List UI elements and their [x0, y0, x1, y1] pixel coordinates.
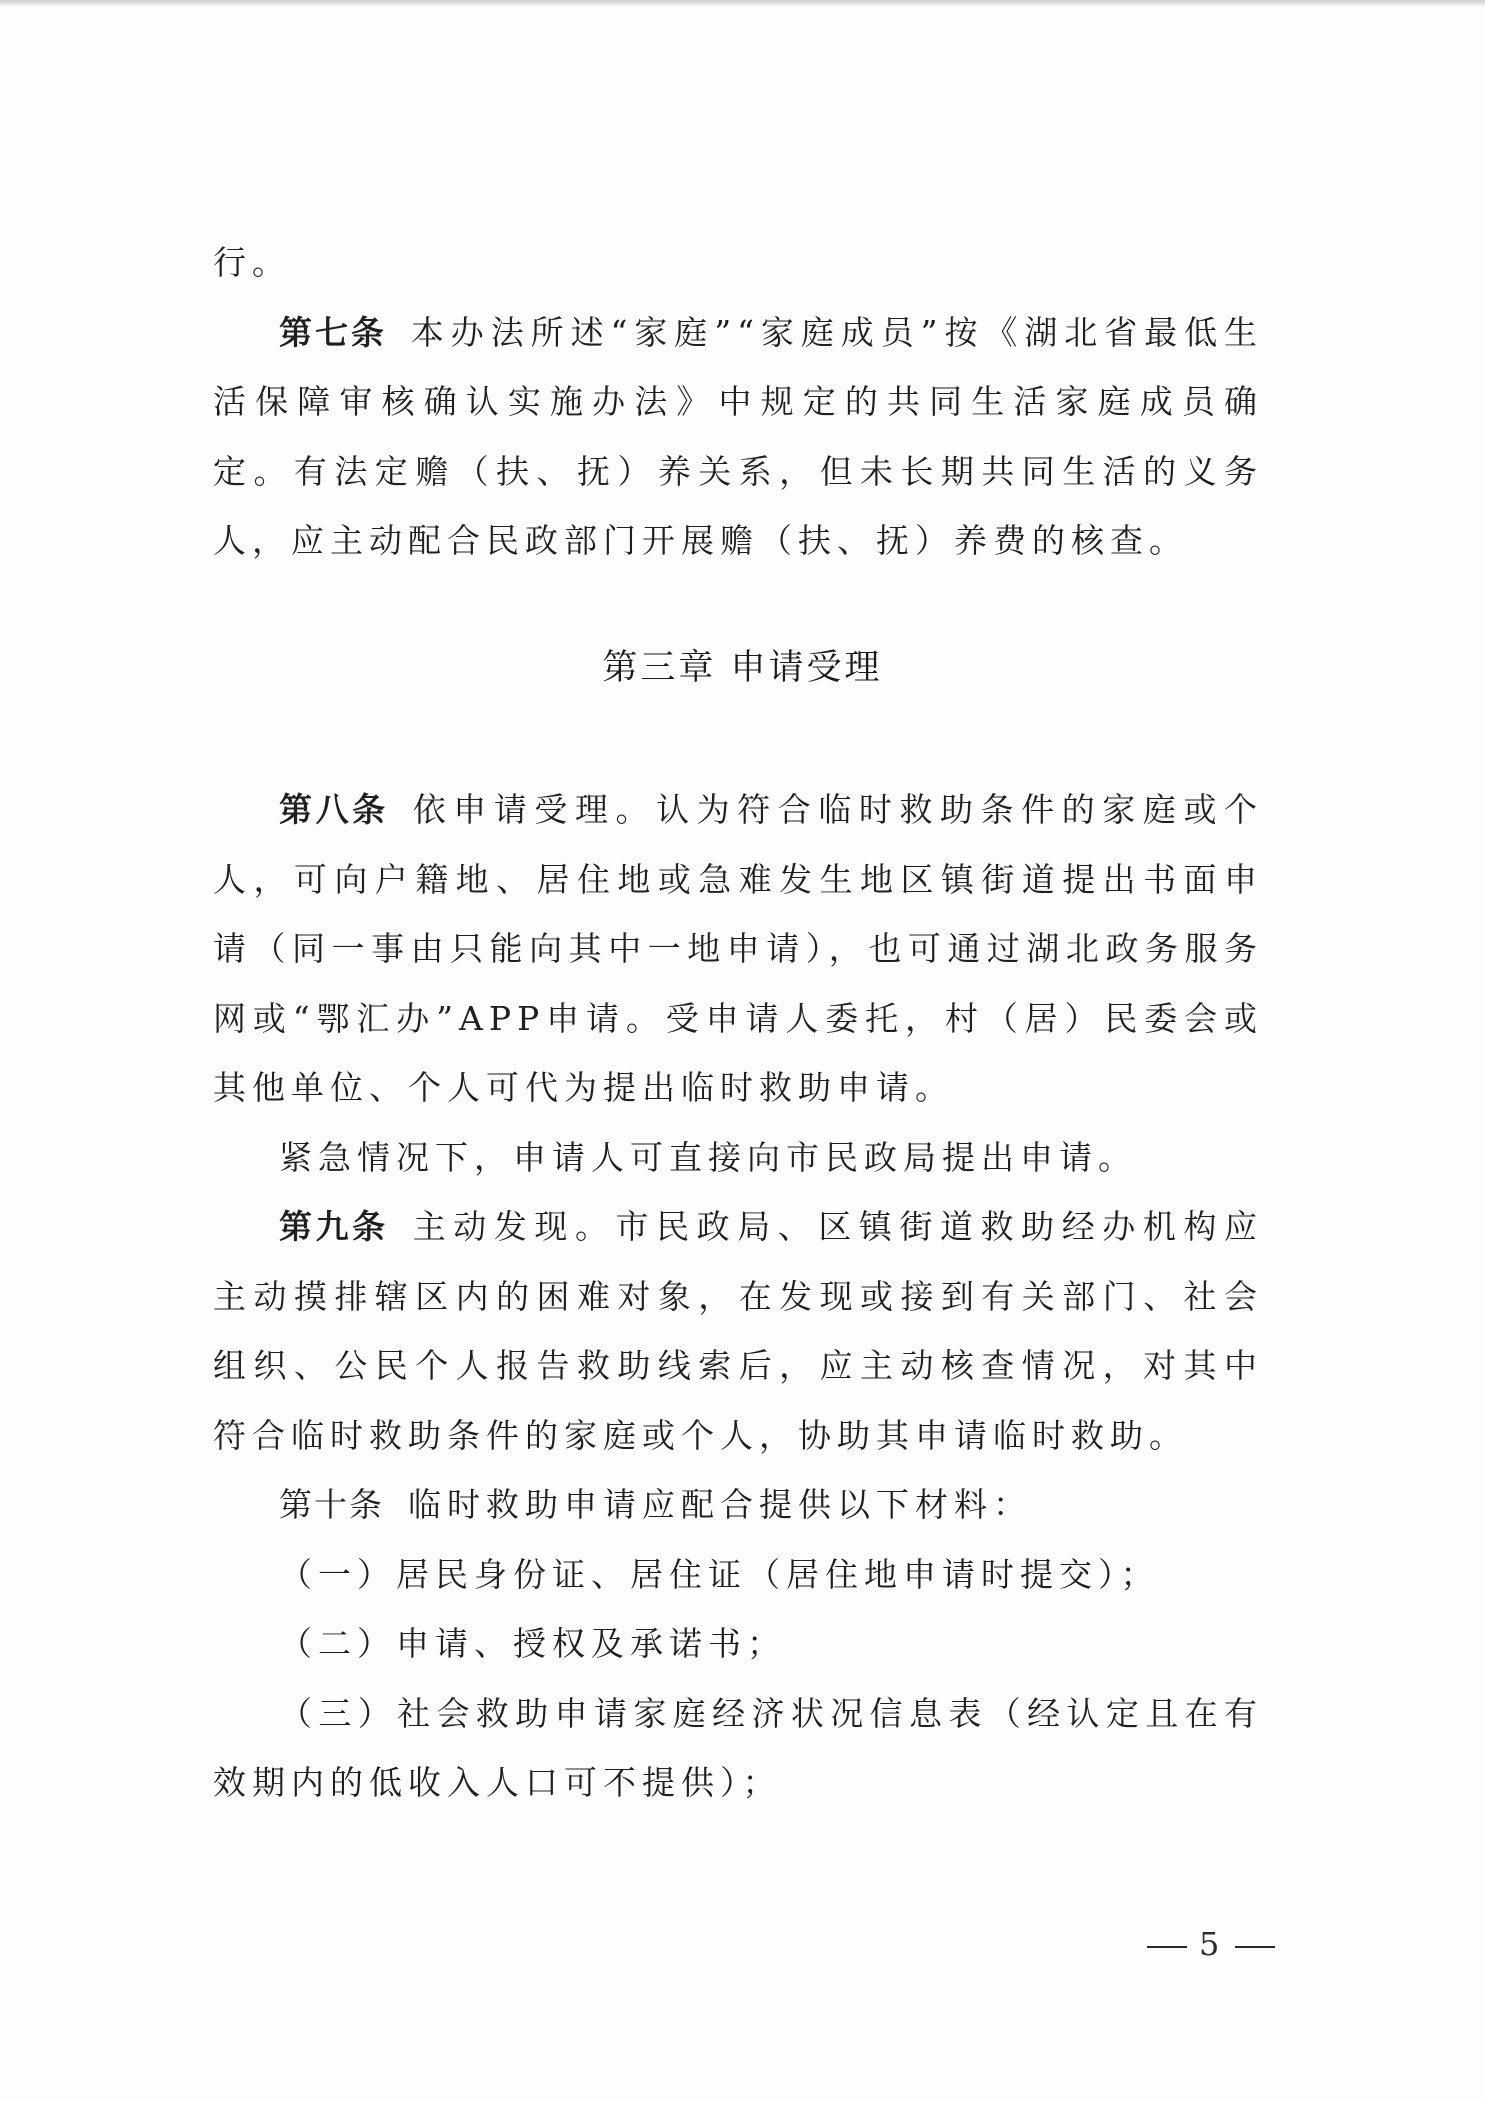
article-9	[213, 1192, 1263, 1470]
article-10-item: （三）社会救助申请家庭经济状况信息表（经认定且在有效期内的低收入人口可不提供）；	[213, 1693, 1263, 1802]
chapter-title: 第三章 申请受理	[602, 648, 883, 688]
article-8-text: 依申请受理。认为符合临时救助条件的家庭或个人，可向户籍地、居住地或急难发生地区镇街道提出书面申请（同一事由只能向其中一地申请），也可通过湖北政务服务网或“鄂汇办”APP申请。受申请人委托，村（居）民委会或其他单位、个人可代为提出临时救助申请。	[213, 790, 1264, 1107]
article-10-text: 临时救助申请应配合提供以下材料：	[408, 1485, 1032, 1524]
lower-text-block	[213, 775, 1263, 1818]
article-9-label: 第九条	[279, 1207, 389, 1246]
article-10	[213, 1470, 1263, 1540]
article-7	[213, 298, 1263, 576]
page-number-dash-left	[1147, 1946, 1187, 1948]
scan-top-edge	[0, 0, 1485, 6]
article-9-text: 主动发现。市民政局、区镇街道救助经办机构应主动摸排辖区内的困难对象，在发现或接到有关部门、社会组织、公民个人报告救助线索后，应主动核查情况，对其中符合临时救助条件的家庭或个人，协助其申请临时救助。	[213, 1207, 1264, 1455]
continuation-text: 行。	[213, 243, 291, 282]
article-8-label: 第八条	[279, 790, 389, 829]
article-7-label: 第七条	[279, 312, 387, 352]
page-number-dash-right	[1235, 1946, 1275, 1948]
article-10-item: （二）申请、授权及承诺书；	[279, 1624, 786, 1663]
upper-text-block	[213, 228, 1263, 576]
article-10-label: 第十条	[279, 1485, 384, 1524]
article-10-item: （一）居民身份证、居住证（居住地申请时提交）；	[279, 1554, 1160, 1594]
article-7-text: 本办法所述“家庭”“家庭成员”按《湖北省最低生活保障审核确认实施办法》中规定的共同生活家庭成员确定。有法定赡（扶、抚）养关系，但未长期共同生活的义务人，应主动配合民政部门开展赡（扶、抚）养费的核查。	[213, 312, 1264, 560]
article-8	[213, 775, 1263, 1123]
page-number	[1135, 1925, 1287, 1963]
page-number-value: 5	[1199, 1925, 1224, 1963]
article-8-emergency: 紧急情况下，申请人可直接向市民政局提出申请。	[279, 1137, 1137, 1177]
